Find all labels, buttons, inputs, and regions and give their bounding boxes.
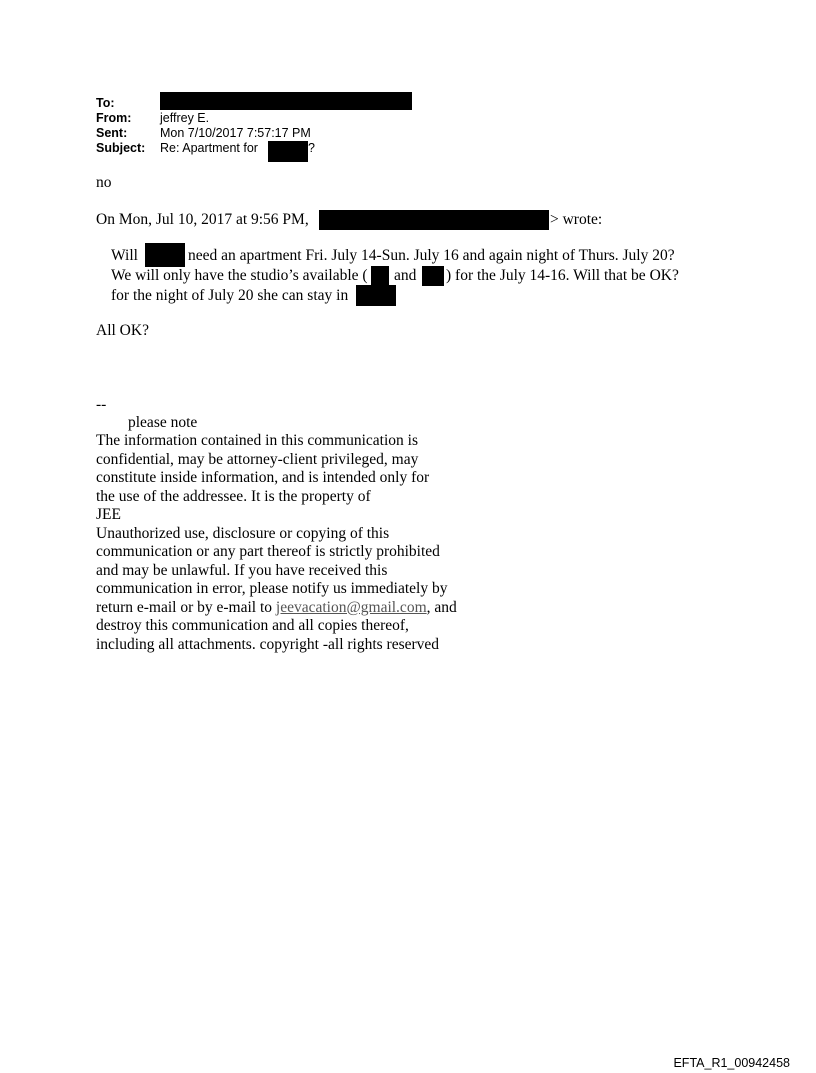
disclaimer-line: Unauthorized use, disclosure or copying of this — [96, 524, 390, 542]
redaction-unit-1 — [371, 266, 389, 286]
quoted-line-2b: and — [394, 267, 417, 284]
sent-label: Sent: — [96, 126, 128, 140]
from-label: From: — [96, 111, 132, 125]
disclaimer-line: the use of the addressee. It is the property of — [96, 487, 371, 505]
disclaimer-line: JEE — [96, 506, 121, 523]
redaction-name-1 — [145, 243, 185, 267]
document-id: EFTA_R1_00942458 — [673, 1056, 790, 1070]
subject-suffix: ? — [308, 141, 315, 155]
from-value: jeffrey E. — [160, 111, 210, 125]
redaction-unit-2 — [422, 266, 444, 286]
signature-dashes: -- — [96, 396, 107, 413]
disclaimer-line: communication in error, please notify us immediately by — [96, 580, 448, 597]
quote-intro-prefix: On Mon, Jul 10, 2017 at 9:56 PM, — [96, 211, 309, 228]
all-ok-text: All OK? — [96, 322, 149, 339]
disclaimer-line: The information contained in this communication is — [96, 432, 418, 449]
disclaimer-email-line — [96, 599, 516, 618]
disclaimer-block — [96, 432, 516, 654]
quoted-line-1a: Will — [111, 247, 138, 264]
quoted-line-2c: ) for the July 14-16. Will that be OK? — [446, 267, 679, 284]
redaction-location — [356, 285, 396, 306]
reply-text: no — [96, 174, 112, 191]
quote-intro — [96, 211, 309, 229]
quoted-line-2a: We will only have the studio’s available ( — [111, 267, 368, 284]
subject-prefix: Re: Apartment for — [160, 141, 258, 155]
quote-intro-suffix: > wrote: — [550, 211, 603, 228]
please-note: please note — [128, 414, 198, 431]
email-link[interactable]: jeevacation@gmail.com — [275, 598, 427, 616]
to-label: To: — [96, 96, 115, 110]
quoted-line-3: for the night of July 20 she can stay in — [111, 287, 349, 304]
redaction-subject — [268, 141, 308, 162]
disclaimer-line: and may be unlawful. If you have received this — [96, 561, 388, 579]
sent-value: Mon 7/10/2017 7:57:17 PM — [160, 126, 311, 140]
redaction-to — [160, 92, 412, 110]
quoted-line-1b: need an apartment Fri. July 14-Sun. July 16 and again night of Thurs. July 20? — [188, 247, 675, 264]
disclaimer-line: destroy this communication and all copies thereof, — [96, 617, 409, 634]
disclaimer-line: constitute inside information, and is intended only for — [96, 469, 430, 486]
email-prefix: return e-mail or by e-mail to — [96, 598, 276, 616]
disclaimer-line: confidential, may be attorney-client privileged, may — [96, 450, 419, 468]
subject-label: Subject: — [96, 141, 146, 155]
email-suffix: , and — [426, 598, 457, 616]
redaction-sender — [319, 210, 549, 230]
disclaimer-line: including all attachments. copyright -all rights reserved — [96, 635, 440, 653]
disclaimer-line: communication or any part thereof is strictly prohibited — [96, 543, 440, 560]
